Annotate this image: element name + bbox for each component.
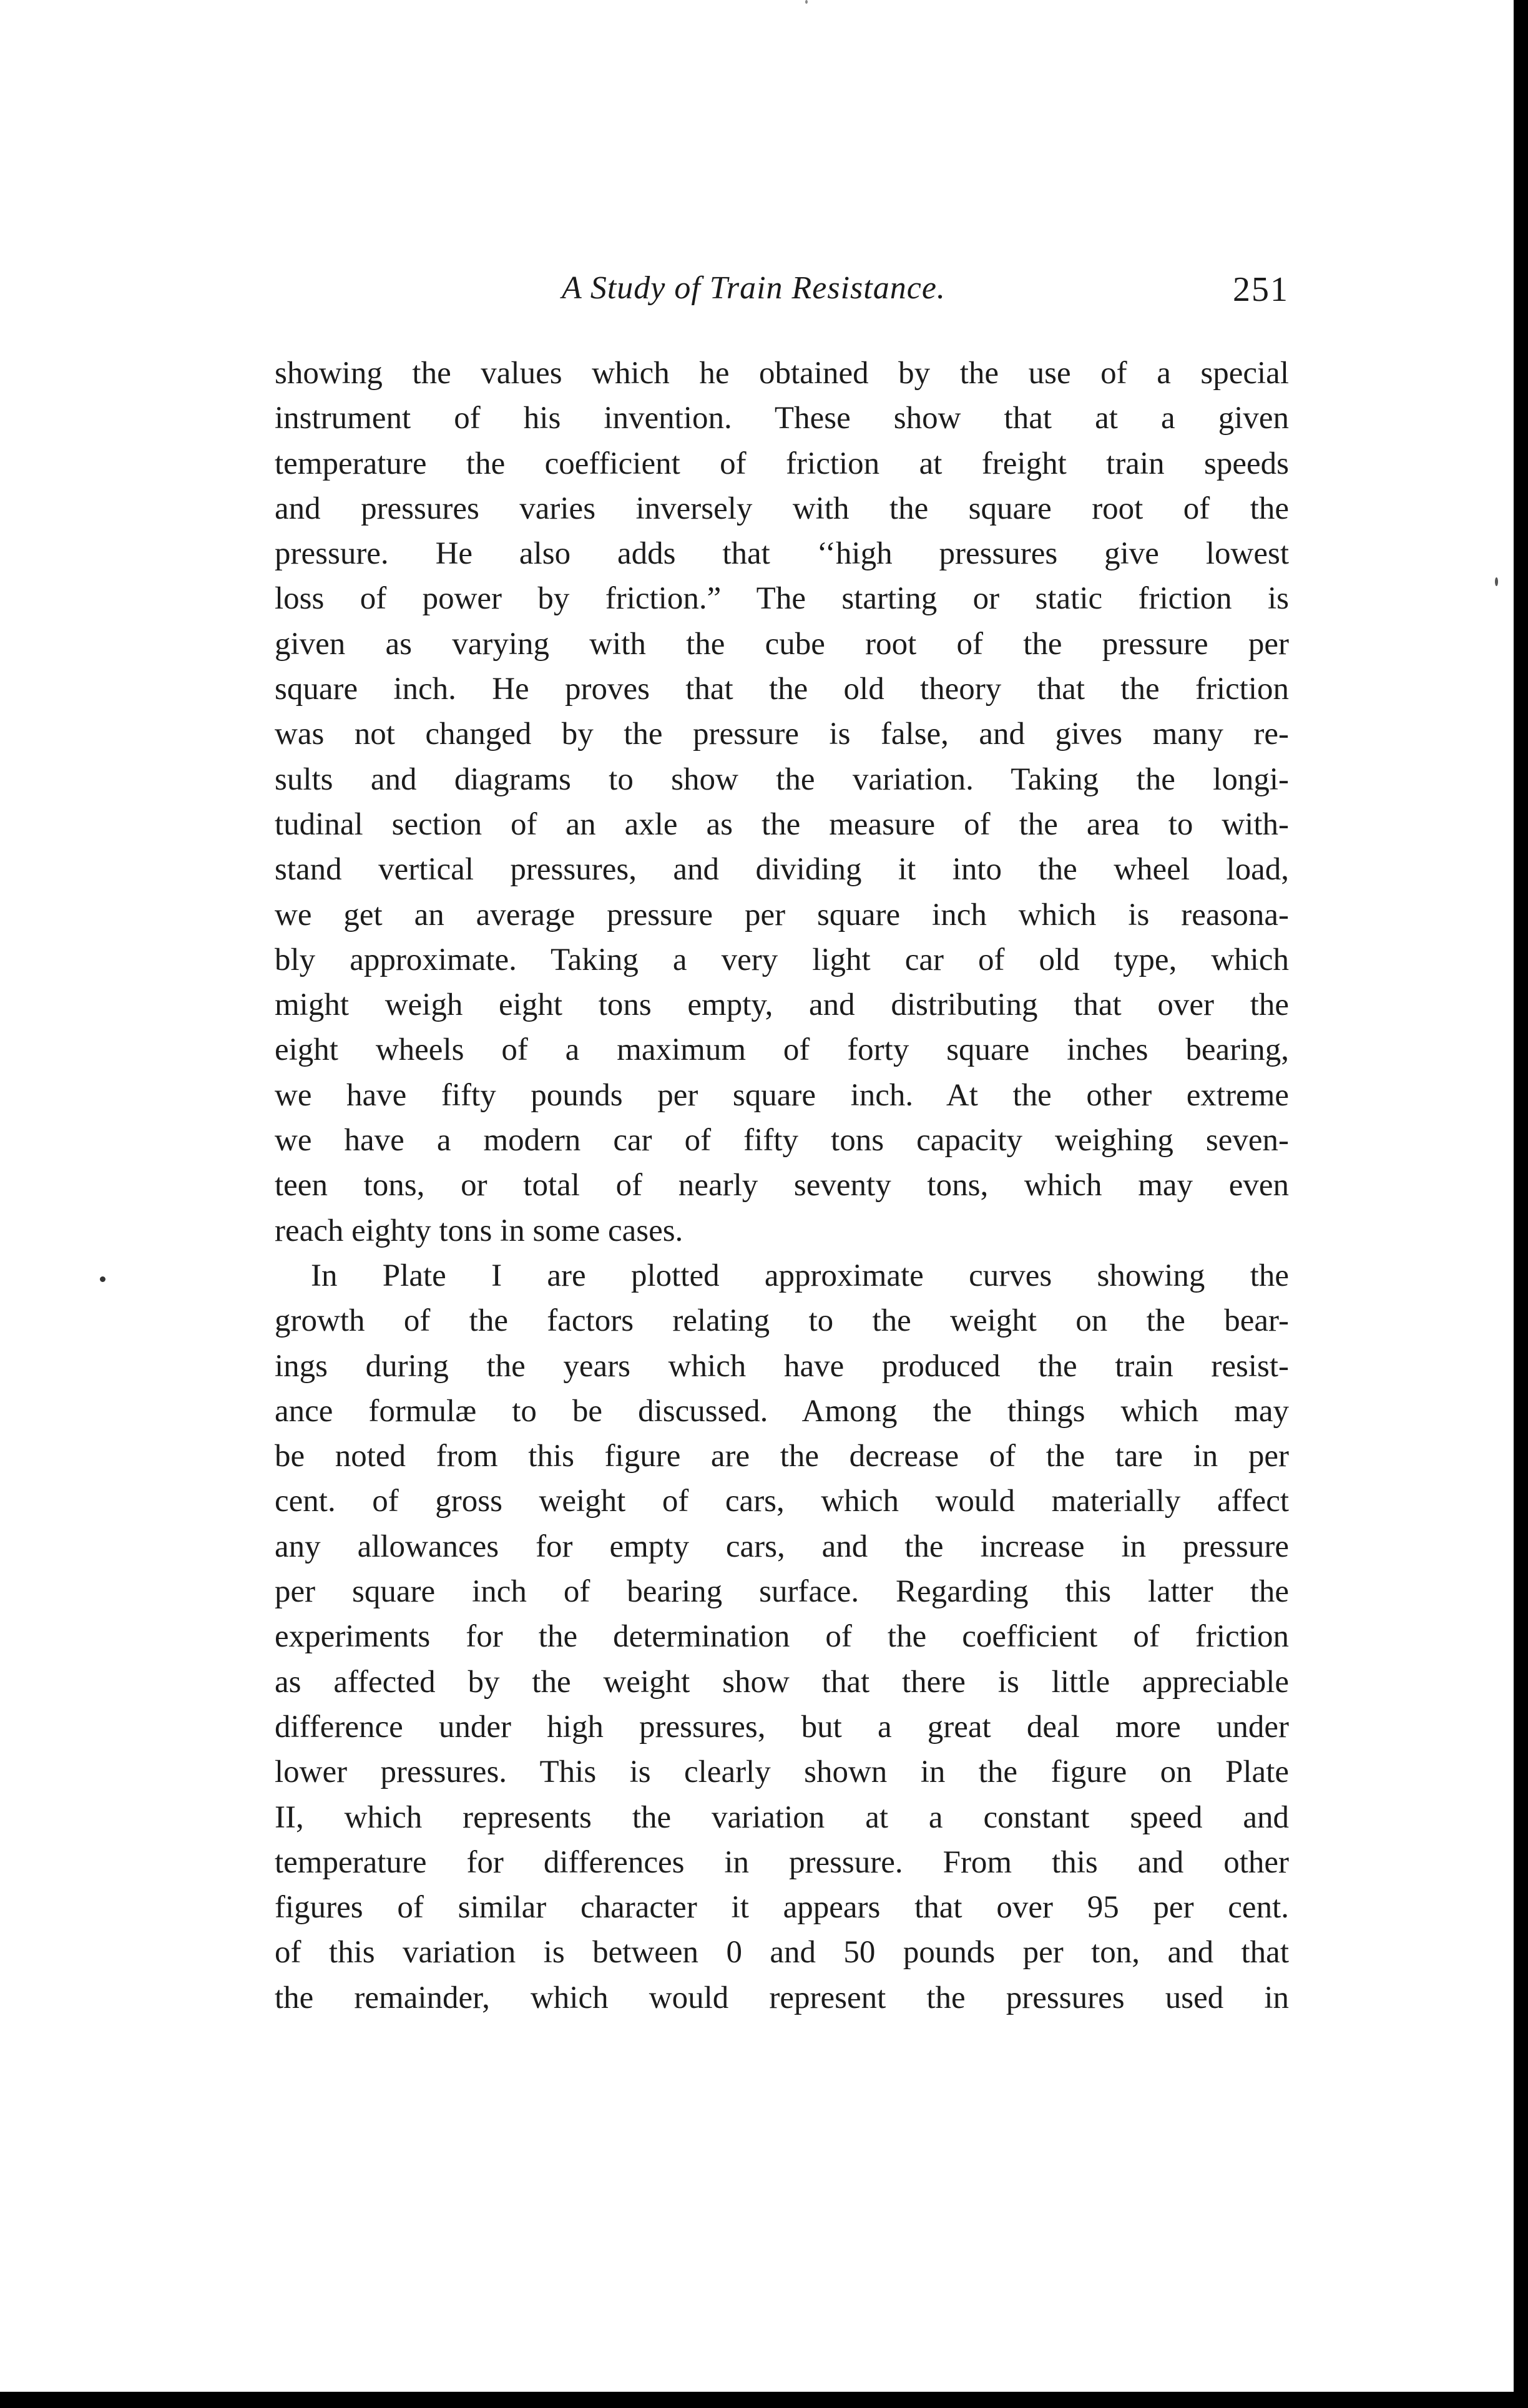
text-line: and pressures varies inversely with the square root of the xyxy=(275,491,1289,526)
scan-border-right xyxy=(1514,0,1528,2408)
scan-border-bottom xyxy=(0,2392,1528,2408)
text-line: as affected by the weight show that there is little appreciable xyxy=(275,1664,1289,1700)
running-head xyxy=(268,270,1289,320)
text-line: growth of the factors relating to the weight on the bear- xyxy=(275,1303,1289,1339)
running-title: A Study of Train Resistance. xyxy=(562,270,946,306)
text-line: In Plate I are plotted approximate curves showing the xyxy=(311,1258,1289,1293)
page-number: 251 xyxy=(1233,270,1289,309)
text-line: pressure. He also adds that ‘‘high pressures give lowest xyxy=(275,536,1289,572)
text-line: any allowances for empty cars, and the increase in pressure xyxy=(275,1529,1289,1564)
text-line: square inch. He proves that the old theory that the friction xyxy=(275,672,1289,707)
text-line: ings during the years which have produced the train resist- xyxy=(275,1348,1289,1384)
text-line: figures of similar character it appears that over 95 per cent. xyxy=(275,1890,1289,1926)
text-line: might weigh eight tons empty, and distributing that over the xyxy=(275,987,1289,1023)
text-line: sults and diagrams to show the variation. Taking the longi- xyxy=(275,761,1289,797)
scan-speck xyxy=(100,1276,105,1282)
text-line: be noted from this figure are the decrease of the tare in per xyxy=(275,1439,1289,1474)
text-line: loss of power by friction.” The starting or static friction is xyxy=(275,581,1289,617)
text-line: stand vertical pressures, and dividing it into the wheel load, xyxy=(275,852,1289,888)
scan-speck xyxy=(805,0,808,4)
text-line: eight wheels of a maximum of forty square inches bearing, xyxy=(275,1032,1289,1068)
text-line: tudinal section of an axle as the measure of the area to with- xyxy=(275,806,1289,842)
text-line: was not changed by the pressure is false, and gives many re- xyxy=(275,717,1289,752)
text-line: ance formulæ to be discussed. Among the things which may xyxy=(275,1393,1289,1429)
text-line: of this variation is between 0 and 50 pounds per ton, and that xyxy=(275,1935,1289,1970)
text-line: showing the values which he obtained by the use of a special xyxy=(275,356,1289,391)
text-line: experiments for the determination of the coefficient of friction xyxy=(275,1619,1289,1655)
text-line: reach eighty tons in some cases. xyxy=(275,1213,683,1248)
text-line: cent. of gross weight of cars, which would materially affect xyxy=(275,1484,1289,1519)
text-line: bly approximate. Taking a very light car of old type, which xyxy=(275,942,1289,977)
text-line: difference under high pressures, but a great deal more under xyxy=(275,1709,1289,1745)
text-line: teen tons, or total of nearly seventy tons, which may even xyxy=(275,1168,1289,1203)
text-line: per square inch of bearing surface. Regarding this latter the xyxy=(275,1574,1289,1610)
text-line: temperature for differences in pressure. From this and other xyxy=(275,1844,1289,1880)
text-line: given as varying with the cube root of the pressure per xyxy=(275,626,1289,662)
text-line: II, which represents the variation at a constant speed and xyxy=(275,1799,1289,1835)
text-line: temperature the coefficient of friction at freight train speeds xyxy=(275,446,1289,481)
text-line: lower pressures. This is clearly shown in the figure on Plate xyxy=(275,1755,1289,1790)
body-text xyxy=(275,351,1289,2020)
text-line: we have fifty pounds per square inch. At the other extreme xyxy=(275,1077,1289,1113)
text-line: we have a modern car of fifty tons capacity weighing seven- xyxy=(275,1123,1289,1158)
text-line: we get an average pressure per square inch which is reasona- xyxy=(275,897,1289,932)
text-line: the remainder, which would represent the pressures used in xyxy=(275,1980,1289,2015)
scan-speck xyxy=(1495,577,1498,586)
text-line: instrument of his invention. These show that at a given xyxy=(275,401,1289,436)
